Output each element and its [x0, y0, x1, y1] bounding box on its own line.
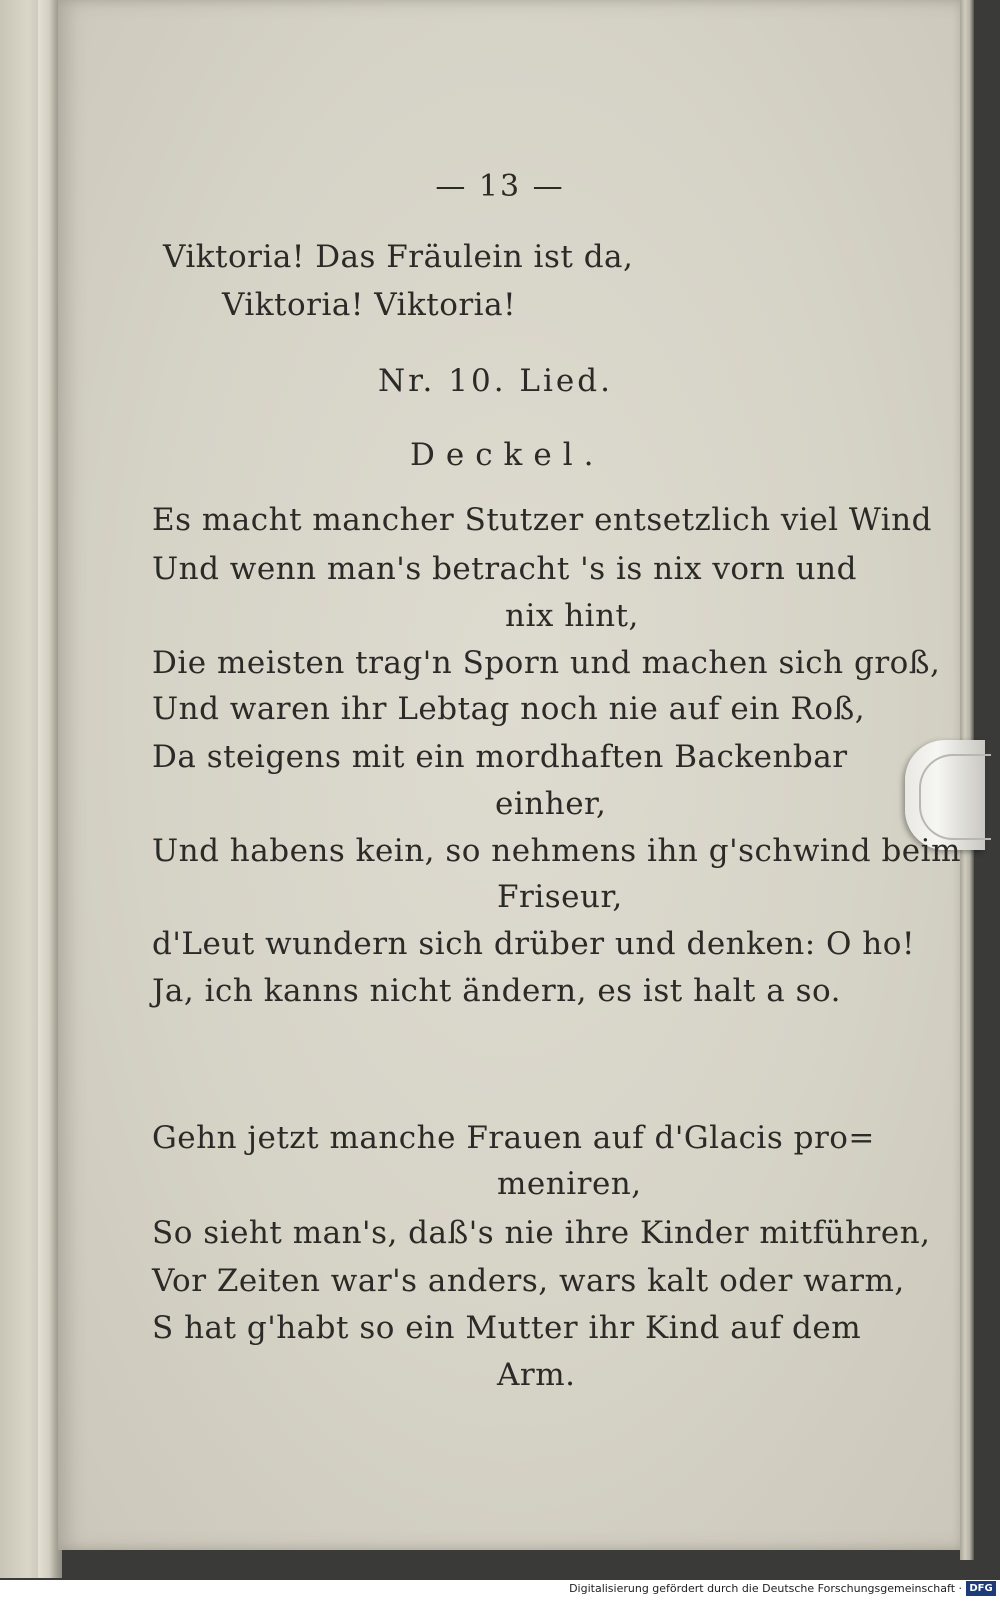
verse-line: So sieht man's, daß's nie ihre Kinder mitführen, [152, 1215, 931, 1251]
verse-line: Und wenn man's betracht 's is nix vorn und [152, 551, 857, 587]
verse-line: Arm. [497, 1357, 576, 1393]
verse-line: Es macht mancher Stutzer entsetzlich viel Wind [152, 502, 932, 538]
verse-line: Vor Zeiten war's anders, wars kalt oder warm, [152, 1263, 905, 1299]
verse-line: Ja, ich kanns nicht ändern, es ist halt a so. [152, 973, 841, 1009]
verse-line: Gehn jetzt manche Frauen auf d'Glacis pro= [152, 1120, 875, 1156]
binding-gutter [38, 0, 56, 1578]
verse-line: Und habens kein, so nehmens ihn g'schwind beim [152, 833, 961, 869]
verse-line: meniren, [497, 1166, 642, 1202]
page-number: — 13 — [435, 169, 565, 204]
verse-line: nix hint, [505, 598, 639, 634]
verse-line: Die meisten trag'n Sporn und machen sich groß, [152, 645, 941, 681]
verse-line: d'Leut wundern sich drüber und denken: O ho! [152, 926, 915, 962]
song-title: Deckel. [410, 437, 605, 473]
clip-rim [919, 754, 991, 840]
verse-line: S hat g'habt so ein Mutter ihr Kind auf dem [152, 1310, 862, 1346]
text-line: Viktoria! Viktoria! [222, 287, 517, 323]
verse-line: Und waren ihr Lebtag noch nie auf ein Roß, [152, 691, 866, 727]
verse-line: Friseur, [497, 879, 623, 915]
song-heading: Nr. 10. Lied. [378, 363, 613, 399]
verse-line: Da steigens mit ein mordhaften Backenbar [152, 739, 848, 775]
dfg-logo: DFG [966, 1581, 996, 1596]
digitization-credit: Digitalisierung gefördert durch die Deutsche Forschungsgemeinschaft · [569, 1582, 962, 1595]
verse-line: einher, [495, 786, 607, 822]
text-line: Viktoria! Das Fräulein ist da, [163, 239, 634, 275]
